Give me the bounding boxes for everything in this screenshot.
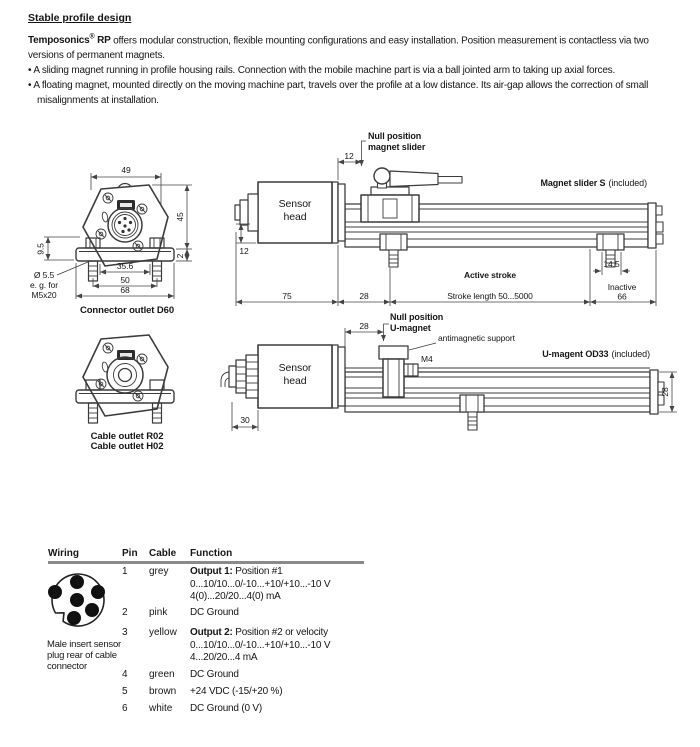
sensor-head-2-label-2: head: [283, 375, 307, 387]
dim-12-left: 12: [239, 246, 249, 256]
pin-cell: 4: [122, 669, 128, 680]
pin-cell: 6: [122, 703, 128, 714]
brand-model: RP: [94, 35, 111, 47]
svg-text:6: 6: [74, 595, 80, 605]
connector-front-view: [30, 165, 192, 316]
dim-28-right: 28: [660, 387, 670, 397]
ball-joint: [374, 168, 390, 184]
svg-text:3: 3: [95, 587, 101, 597]
m4-label: M4: [421, 354, 433, 364]
cable-cell: white: [149, 703, 173, 714]
pin-cell: 2: [122, 607, 128, 618]
col-header-cable: Cable: [149, 548, 177, 559]
hole-note-1: e. g. for: [30, 280, 58, 290]
cable-cell: yellow: [149, 627, 177, 638]
table-header-rule: [48, 561, 364, 564]
profile-side-view-u-magnet: [221, 312, 677, 431]
brand-name: Temposonics: [28, 35, 90, 47]
dim-28-top: 28: [359, 321, 369, 331]
registered-mark: ®: [89, 34, 95, 41]
bullet-sliding-magnet: • A sliding magnet running in profile housing rails. Connection with the mobile machine part is via a ball jointed arm to taking up axial forces.: [28, 65, 616, 77]
svg-text:2: 2: [89, 605, 95, 615]
connector-note-line-2: plug rear of cable: [47, 650, 117, 661]
pin-1-marker: [67, 611, 81, 625]
svg-text:5: 5: [52, 587, 58, 597]
dim-14-5: 14.5: [603, 259, 620, 269]
function-cell: +24 VDC (-15/+20 %): [190, 686, 283, 697]
null-position-2-label-1: Null position: [390, 312, 444, 322]
pin-cell: 3: [122, 627, 128, 638]
dim-50: 50: [120, 275, 130, 285]
dim-9-5: 9.5: [35, 243, 46, 255]
dim-49: 49: [121, 165, 131, 175]
u-magnet-caption: U-magent OD33 (included): [542, 349, 650, 359]
dim-68: 68: [120, 285, 130, 295]
cable-front-caption-2: Cable outlet H02: [90, 441, 164, 452]
intro-paragraph: [28, 30, 676, 63]
cable-front-caption-1: Cable outlet R02: [90, 431, 164, 442]
pin-5-marker: [48, 585, 62, 599]
dim-45: 45: [175, 212, 185, 222]
pin-cell: 1: [122, 566, 128, 577]
svg-text:4: 4: [74, 577, 80, 587]
pin-6-marker: [70, 593, 84, 607]
sensor-head-label-2: head: [283, 211, 307, 223]
u-magnet-assembly: [379, 346, 418, 397]
antimagnetic-support-label: antimagnetic support: [438, 333, 515, 343]
page-title: Stable profile design: [28, 12, 132, 24]
cable-front-view: [76, 335, 174, 452]
function-cell: DC Ground (0 V): [190, 703, 263, 714]
magnet-slider: [361, 168, 462, 222]
null-position-2-label-2: U-magnet: [390, 323, 431, 333]
connector-note: [47, 639, 142, 672]
cable-gland: [221, 355, 258, 398]
mounting-clamp-1: [380, 234, 407, 267]
bullet-floating-magnet: • A floating magnet, mounted directly on the moving machine part, travels over the profile at a low distance. Its air-gap allows the correction of small misalignments at installation.: [28, 80, 649, 107]
pin-2-marker: [85, 603, 99, 617]
active-stroke-label: Active stroke: [463, 270, 517, 280]
cable-cell: green: [149, 669, 175, 680]
dim-66: 66: [617, 291, 627, 302]
dim-30: 30: [240, 415, 250, 425]
col-header-wiring: Wiring: [48, 548, 80, 559]
null-position-label-2: magnet slider: [368, 142, 426, 152]
pin-3-marker: [91, 585, 105, 599]
pin-cell: 5: [122, 686, 128, 697]
connector-pinout-diagram: [46, 570, 112, 632]
connector-front-caption: Connector outlet D60: [79, 305, 175, 316]
sensor-head-label-1: Sensor: [278, 198, 312, 210]
stroke-length-label: Stroke length 50...5000: [447, 291, 533, 301]
technical-drawings: [0, 110, 700, 460]
mounting-clamp-3: [460, 395, 484, 430]
intro-text-block: [28, 12, 676, 108]
antimagnetic-support-plate: [379, 346, 408, 359]
pin-4-marker: [70, 575, 84, 589]
hole-note-2: M5x20: [31, 290, 57, 300]
inactive-label: Inactive: [607, 282, 637, 292]
null-position-label-1: Null position: [368, 131, 422, 141]
cable-cell: brown: [149, 686, 177, 697]
cable-cell: grey: [149, 566, 169, 577]
intro-rest: offers modular construction, flexible mounting configurations and easy installation. Position measurement is contactless via two versions of permanent magnets.: [28, 35, 649, 62]
sensor-head-2-label-1: Sensor: [278, 362, 312, 374]
dim-75: 75: [282, 291, 292, 301]
dim-12-top: 12: [344, 151, 354, 161]
profile-side-view-magnet-slider: [235, 131, 663, 306]
cable-cell: pink: [149, 607, 168, 618]
profile-end-cap: [648, 203, 656, 248]
function-cell: DC Ground: [190, 607, 239, 618]
dim-2: 2: [175, 253, 185, 259]
function-cell: Output 1: Position #1 0...10/10...0/-10...+10/+10...-10 V 4(0)...20/20...4(0) mA: [190, 566, 331, 602]
col-header-pin: Pin: [122, 548, 138, 559]
hole-diameter-label: Ø 5.5: [33, 270, 55, 280]
profile-end-cap-2: [650, 370, 658, 414]
function-cell: Output 2: Position #2 or velocity 0...10/10...0/-10...+10/+10...-10 V 4...20/20...4 mA: [190, 627, 331, 663]
u-magnet-body: [383, 359, 404, 397]
dim-35-6: 35.6: [116, 261, 134, 271]
function-cell: DC Ground: [190, 669, 239, 680]
svg-text:1: 1: [71, 613, 77, 623]
col-header-function: Function: [190, 548, 233, 559]
connector-note-line-3: connector: [47, 661, 87, 672]
dim-28: 28: [359, 291, 369, 301]
magnet-slider-caption: Magnet slider S (included): [540, 178, 647, 188]
m4-nut: [404, 364, 418, 376]
connector-note-line-1: Male insert sensor: [47, 639, 122, 650]
